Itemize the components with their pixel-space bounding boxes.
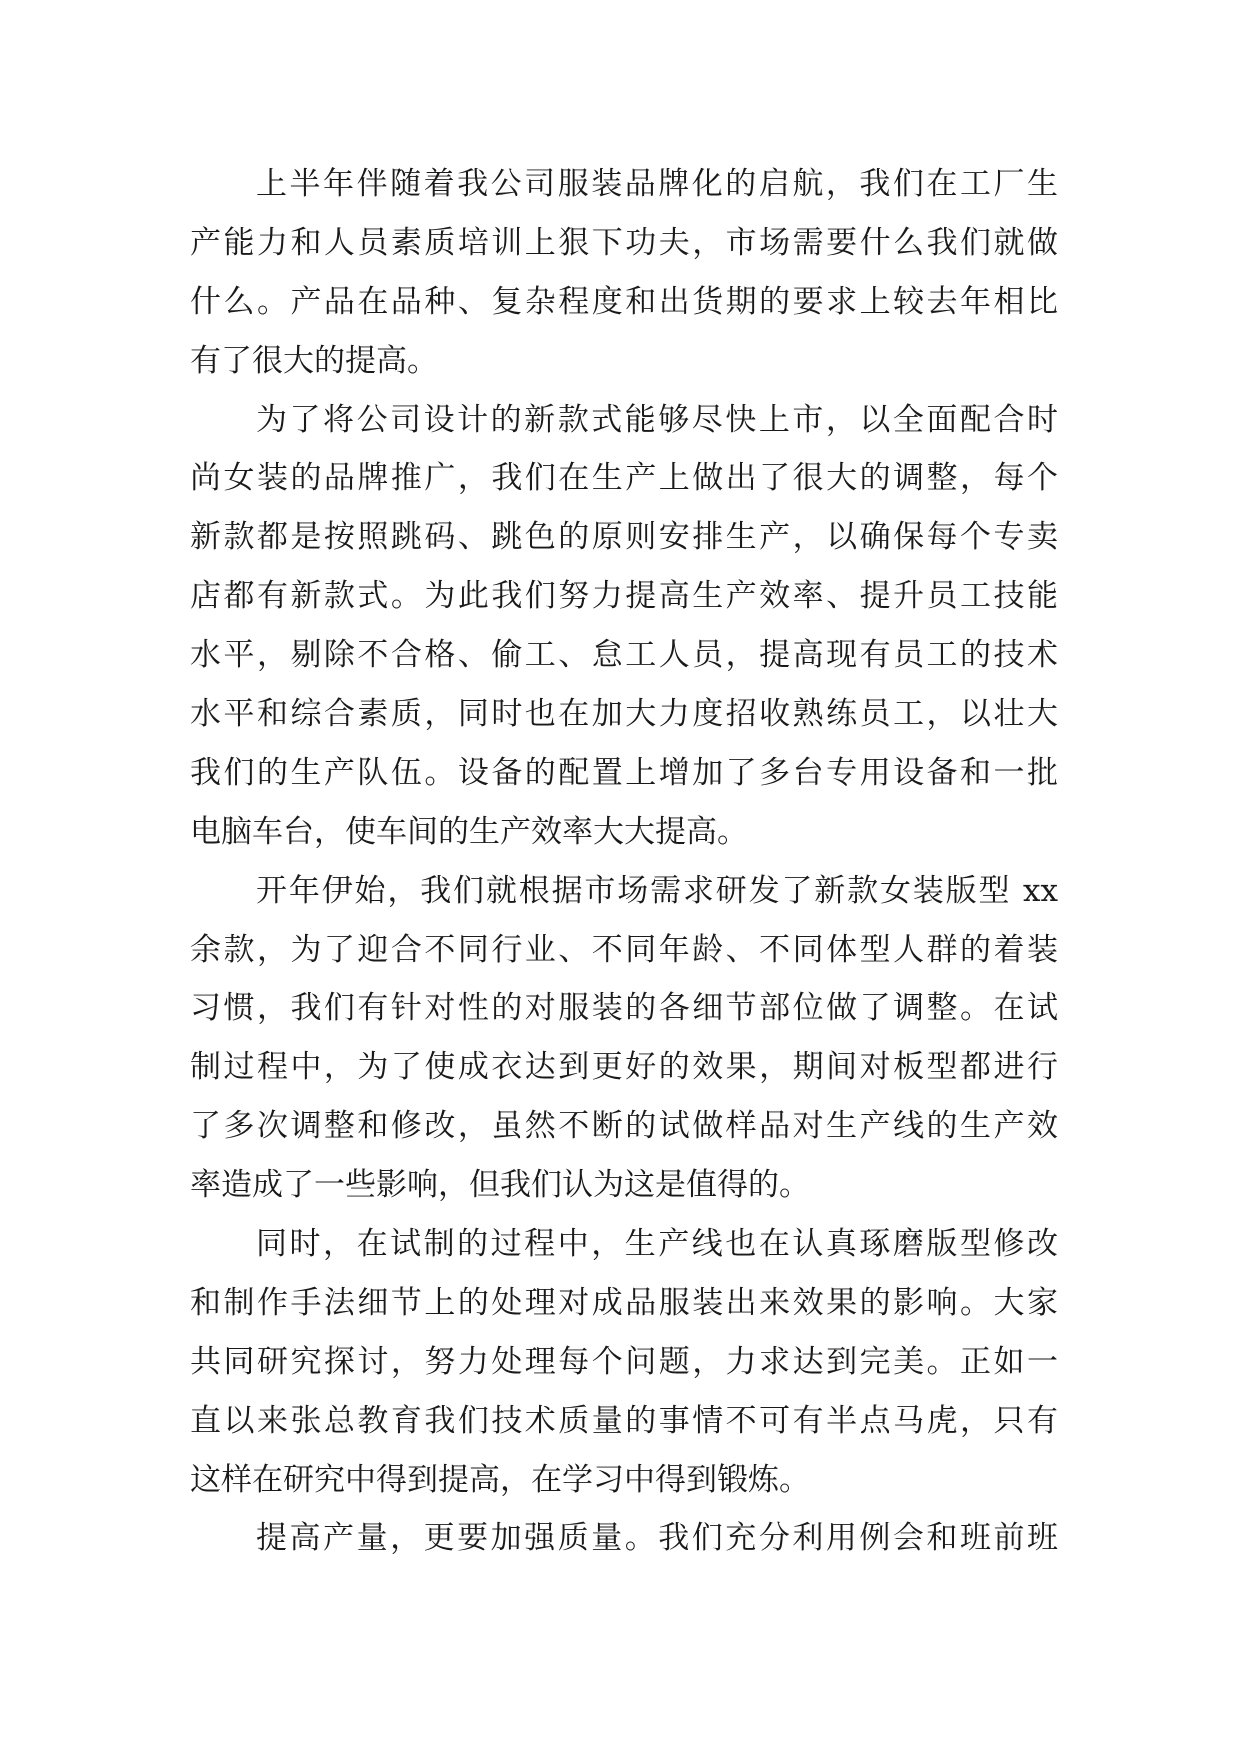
- text-line: 上半年伴随着我公司服装品牌化的启航，我们在工厂生: [256, 166, 1058, 202]
- paragraph-1: [190, 155, 1058, 391]
- text-line: 产能力和人员素质培训上狠下功夫，市场需要什么我们就做: [190, 224, 1058, 261]
- text-line: 水平，剔除不合格、偷工、怠工人员，提高现有员工的技术: [190, 637, 1058, 674]
- text-line: 电脑车台，使车间的生产效率大大提高。: [190, 813, 748, 850]
- text-line: 什么。产品在品种、复杂程度和出货期的要求上较去年相比: [190, 283, 1058, 320]
- text-line: 新款都是按照跳码、跳色的原则安排生产，以确保每个专卖: [190, 519, 1058, 556]
- paragraph-4: [190, 1215, 1058, 1509]
- text-line: 有了很大的提高。: [190, 342, 438, 379]
- text-line: 和制作手法细节上的处理对成品服装出来效果的影响。大家: [190, 1284, 1058, 1321]
- text-line: 制过程中，为了使成衣达到更好的效果，期间对板型都进行: [190, 1049, 1058, 1086]
- text-line: 提高产量，更要加强质量。我们充分利用例会和班前班: [256, 1520, 1058, 1557]
- text-line: 率造成了一些影响，但我们认为这是值得的。: [190, 1167, 810, 1204]
- text-line: 为了将公司设计的新款式能够尽快上市，以全面配合时: [256, 401, 1058, 438]
- text-line: 尚女装的品牌推广，我们在生产上做出了很大的调整，每个: [190, 460, 1058, 497]
- text-line: 同时，在试制的过程中，生产线也在认真琢磨版型修改: [256, 1226, 1058, 1263]
- text-line: 了多次调整和修改，虽然不断的试做样品对生产线的生产效: [190, 1108, 1058, 1145]
- paragraph-5: [190, 1509, 1058, 1568]
- text-line: 共同研究探讨，努力处理每个问题，力求达到完美。正如一: [190, 1343, 1058, 1380]
- paragraph-2: [190, 391, 1058, 862]
- text-line: 店都有新款式。为此我们努力提高生产效率、提升员工技能: [190, 578, 1058, 615]
- text-line: 这样在研究中得到提高，在学习中得到锻炼。: [190, 1461, 810, 1498]
- document-body: [190, 155, 1058, 1568]
- text-line: 习惯，我们有针对性的对服装的各细节部位做了调整。在试: [190, 990, 1058, 1027]
- text-line: 直以来张总教育我们技术质量的事情不可有半点马虎，只有: [190, 1402, 1058, 1439]
- paragraph-3: [190, 862, 1058, 1215]
- text-line: 水平和综合素质，同时也在加大力度招收熟练员工，以壮大: [190, 696, 1058, 733]
- text-line: 余款，为了迎合不同行业、不同年龄、不同体型人群的着装: [190, 931, 1058, 968]
- text-line: 我们的生产队伍。设备的配置上增加了多台专用设备和一批: [190, 754, 1058, 791]
- text-line: 开年伊始，我们就根据市场需求研发了新款女装版型 xx: [256, 872, 1058, 909]
